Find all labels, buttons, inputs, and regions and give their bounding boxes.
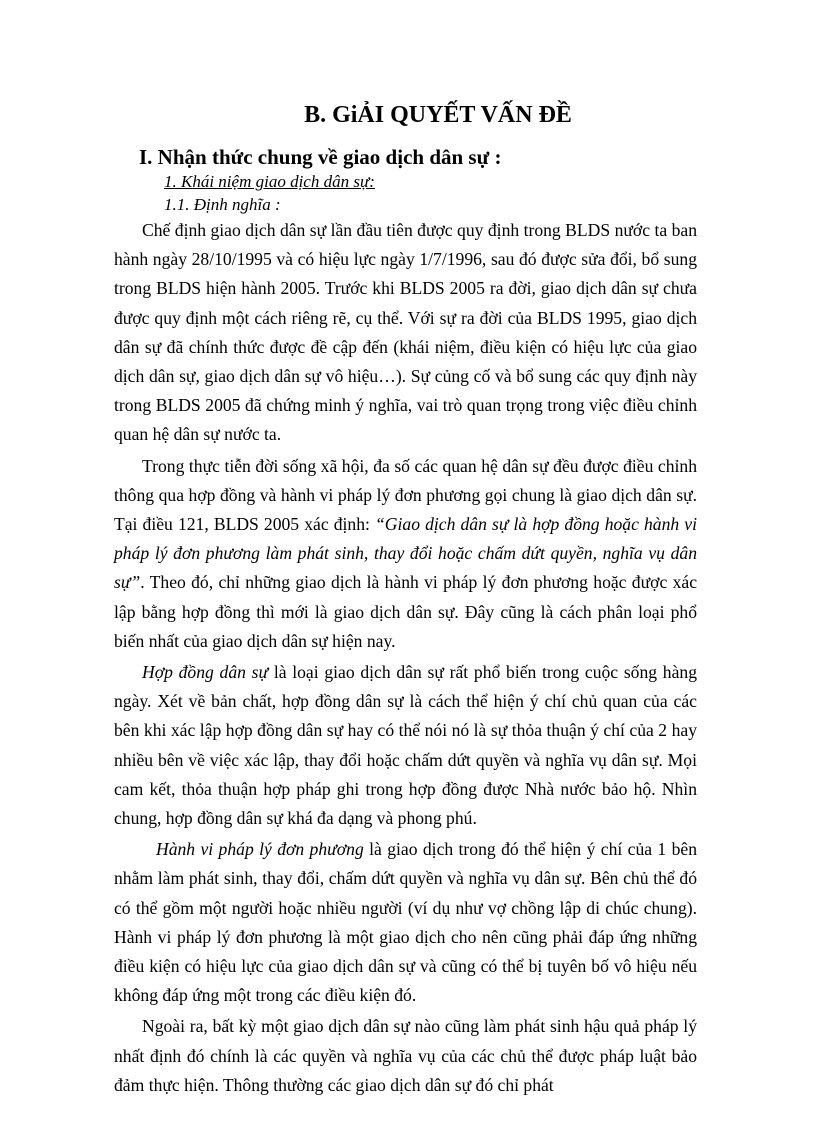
paragraph-3 <box>114 658 697 833</box>
paragraph-4 <box>114 835 697 1010</box>
paragraph-2-rest: . Theo đó, chỉ những giao dịch là hành vi pháp lý đơn phương hoặc được xác lập bằng hợp đồng thì mới là giao dịch dân sự. Đây cũng là cách phân loại phổ biến nhất của giao dịch dân sự hiện nay. <box>114 572 697 651</box>
paragraph-4-rest: là giao dịch trong đó thể hiện ý chí của 1 bên nhằm làm phát sinh, thay đổi, chấm dứt quyền và nghĩa vụ dân sự. Bên chủ thể đó có thể gồm một người hoặc nhiều người (ví dụ như vợ chồng lập di chúc chung). Hành vi pháp lý đơn phương là một giao dịch cho nên cũng phải đáp ứng những điều kiện có hiệu lực của giao dịch dân sự và cũng có thể bị tuyên bố vô hiệu nếu không đáp ứng một trong các điều kiện đó. <box>114 839 698 1006</box>
body-text <box>114 216 697 1100</box>
paragraph-3-rest: là loại giao dịch dân sự rất phổ biến trong cuộc sống hàng ngày. Xét về bản chất, hợp đồng dân sự là cách thể hiện ý chí chủ quan của các bên khi xác lập hợp đồng dân sự hay có thể nói nó là sự thỏa thuận ý chí của 2 hay nhiều bên về việc xác lập, thay đổi hoặc chấm dứt quyền và nghĩa vụ dân sự. Mọi cam kết, thỏa thuận hợp pháp ghi trong hợp đồng được Nhà nước bảo hộ. Nhìn chung, hợp đồng dân sự khá đa dạng và phong phú. <box>114 662 697 829</box>
term-unilateral-act: Hành vi pháp lý đơn phương <box>156 839 364 860</box>
paragraph-1: Chế định giao dịch dân sự lần đầu tiên được quy định trong BLDS nước ta ban hành ngày 28/10/1995 và có hiệu lực ngày 1/7/1996, sau đó được sửa đổi, bổ sung trong BLDS hiện hành 2005. Trước khi BLDS 2005 ra đời, giao dịch dân sự chưa được quy định một cách riêng rẽ, cụ thể. Với sự ra đời của BLDS 1995, giao dịch dân sự đã chính thức được đề cập đến (khái niệm, điều kiện có hiệu lực của giao dịch dân sự, giao dịch dân sự vô hiệu…). Sự củng cố và bổ sung các quy định này trong BLDS 2005 đã chứng minh ý nghĩa, vai trò quan trọng trong việc điều chỉnh quan hệ dân sự nước ta. <box>114 220 697 445</box>
heading-level-2: 1. Khái niệm giao dịch dân sự: <box>164 172 375 191</box>
heading-level-3: 1.1. Định nghĩa : <box>164 195 281 214</box>
term-civil-contract: Hợp đồng dân sự <box>142 662 269 683</box>
paragraph-2 <box>114 452 697 656</box>
heading-level-1: I. Nhận thức chung về giao dịch dân sự : <box>139 145 502 169</box>
paragraph-5: Ngoài ra, bất kỳ một giao dịch dân sự nào cũng làm phát sinh hậu quả pháp lý nhất định đó chính là các quyền và nghĩa vụ của các chủ thể được pháp luật bảo đảm thực hiện. Thông thường các giao dịch dân sự đó chỉ phát <box>114 1016 697 1095</box>
section-title: B. GiẢI QUYẾT VẤN ĐỀ <box>304 102 572 128</box>
paragraph-2-intro: Trong thực tiễn đời sống xã hội, đa số các quan hệ dân sự đều được điều chỉnh thông qua hợp đồng và hành vi pháp lý đơn phương gọi chung là giao dịch dân sự. Tại điều 121, BLDS 2005 xác định: <box>114 455 697 535</box>
quoted-definition: “Giao dịch dân sự là hợp đồng hoặc hành vi pháp lý đơn phương làm phát sinh, thay đổi hoặc chấm dứt quyền, nghĩa vụ dân sự” <box>114 514 698 593</box>
